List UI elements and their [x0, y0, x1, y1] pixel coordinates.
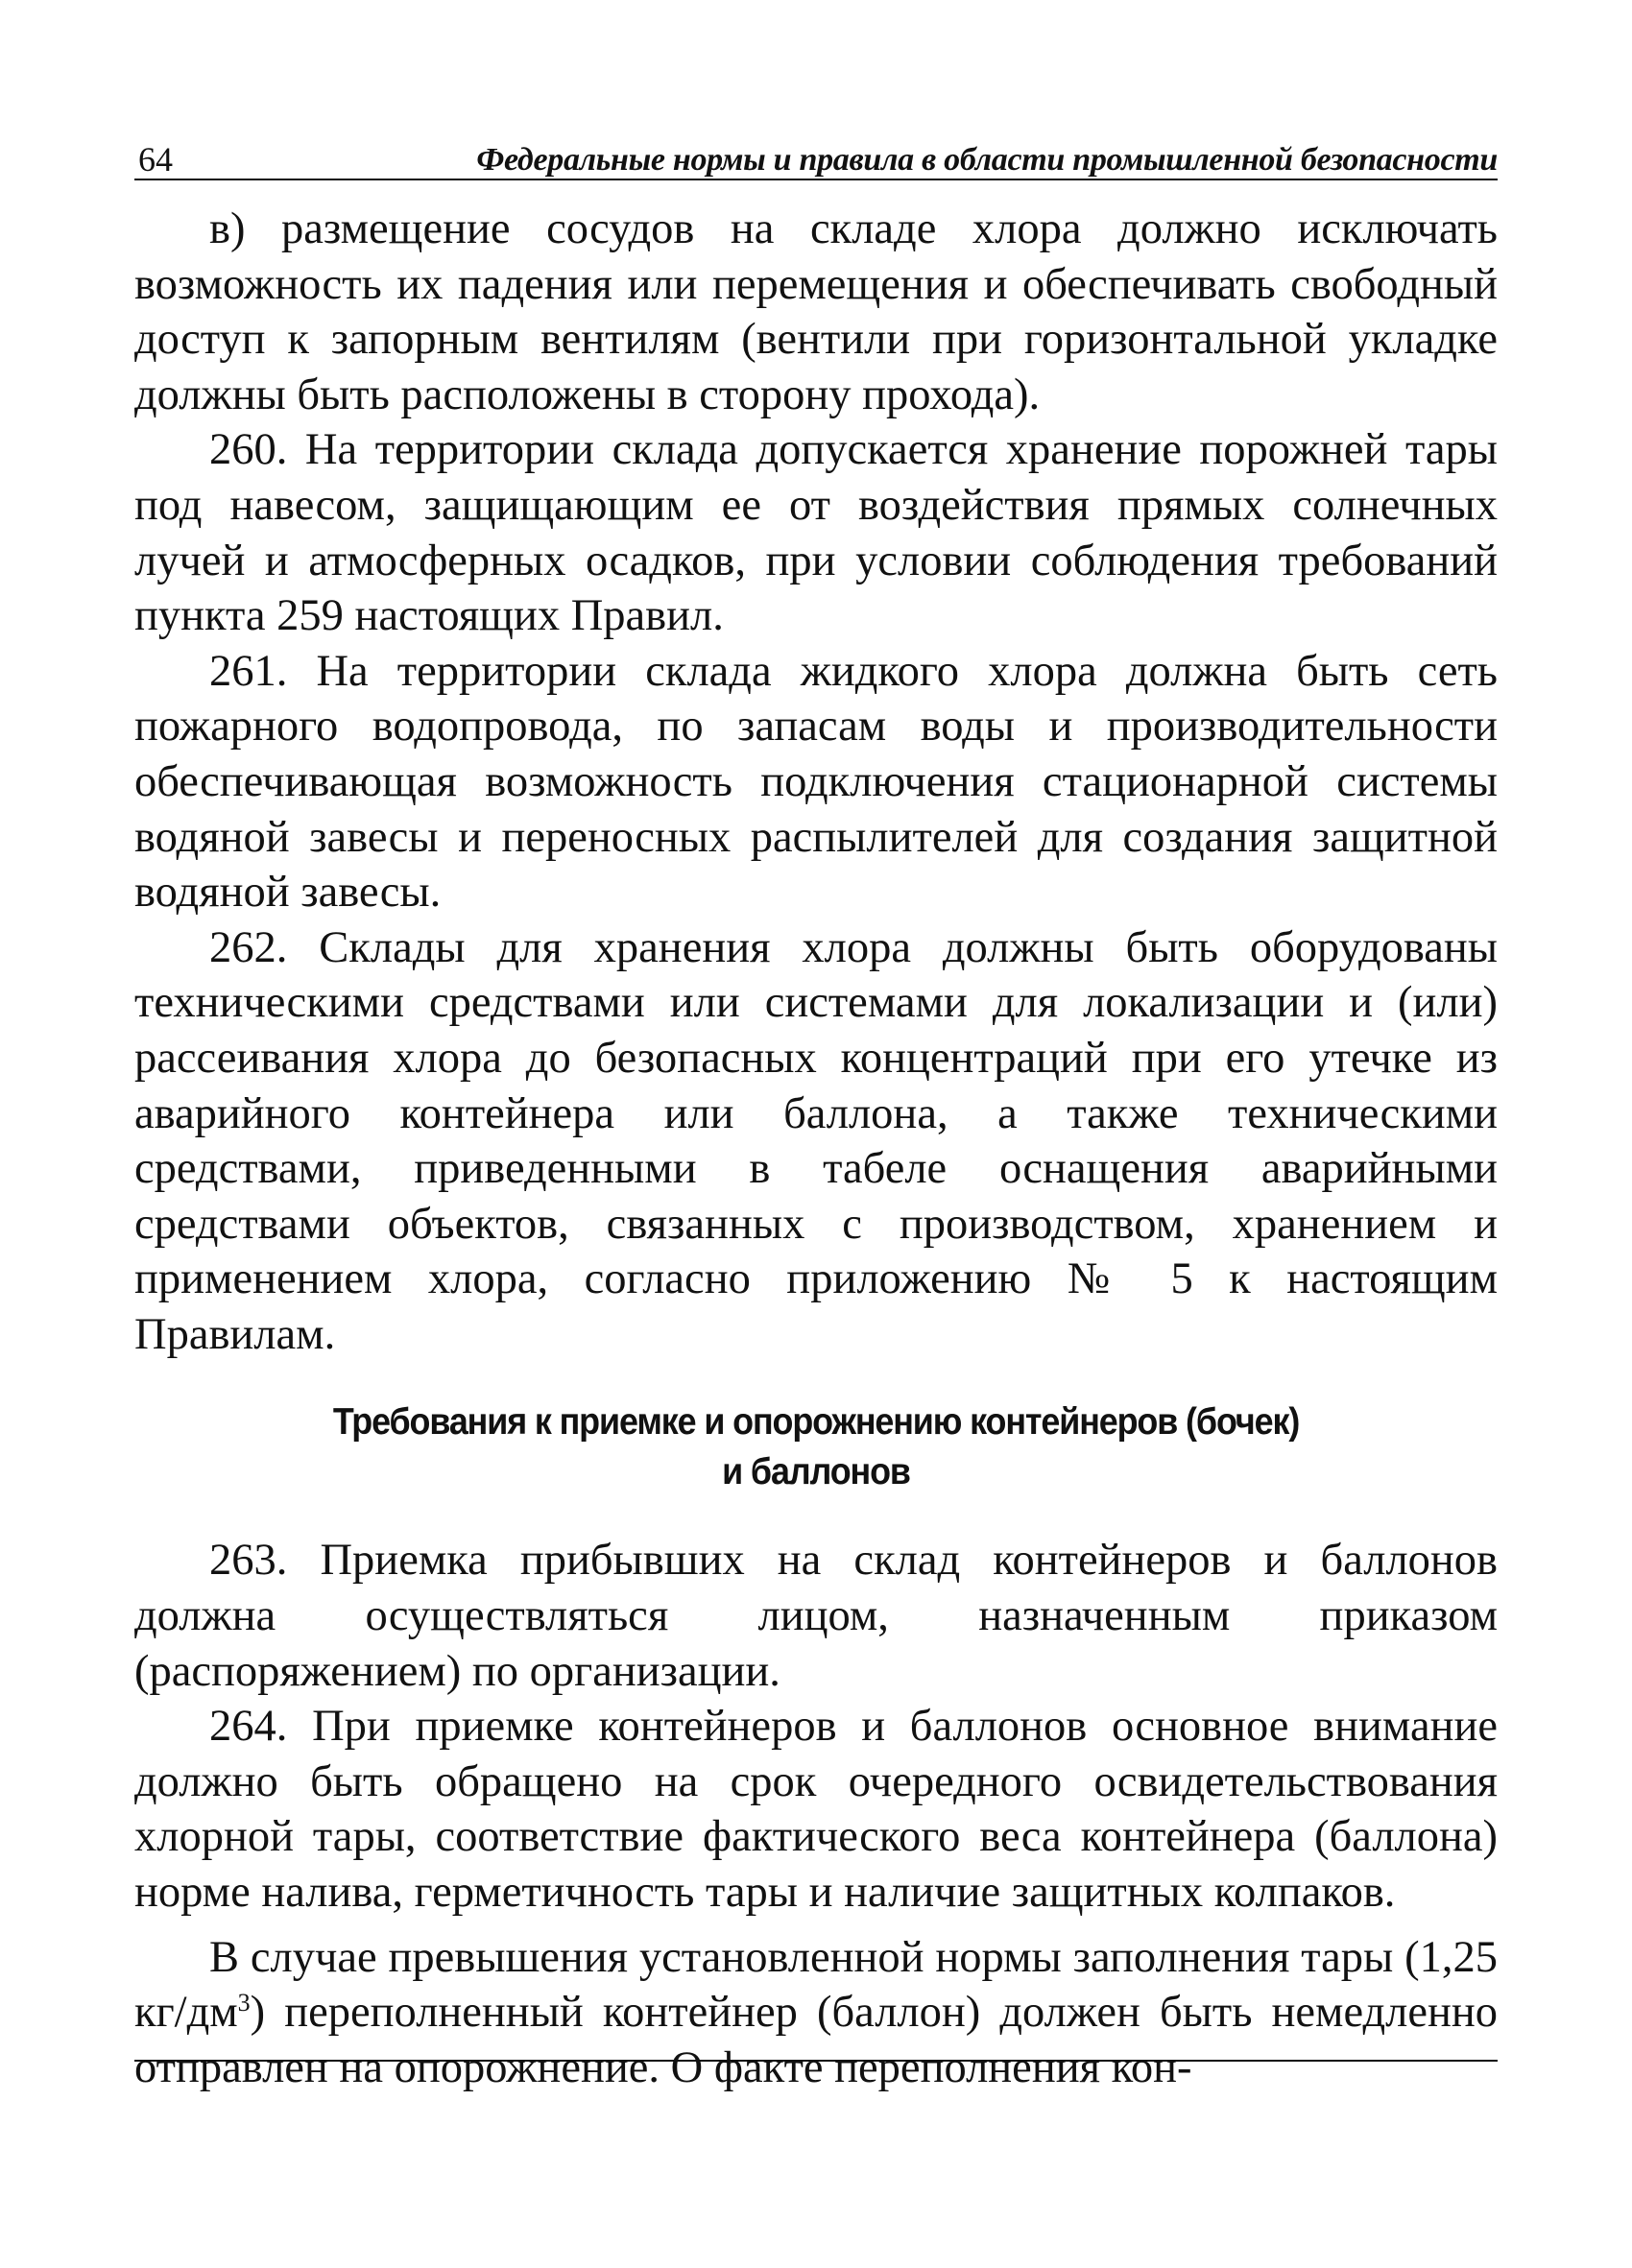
- superscript-3: 3: [237, 1989, 251, 2017]
- paragraph-264: 264. При приемке контейнеров и баллонов основное внимание должно быть обращено на срок очередного освидетельствования хлорной тары, соответствие фактического веса контейнера (баллона) норме налива, герметичность тары и наличие защитных колпаков.: [134, 1702, 1498, 1918]
- section-heading-line-2: и баллонов: [722, 1451, 910, 1493]
- section-heading: [189, 1397, 1443, 1497]
- paragraph-263: 263. Приемка прибывших на склад контейнеров и баллонов должна осуществляться лицом, назначенным приказом (распоряжением) по организации.: [134, 1536, 1498, 1696]
- paragraph-gap: [134, 1921, 1498, 1930]
- overfill-text-start: В случае превышения установленной нормы заполнения тары (1,25 кг/дм: [134, 1932, 1498, 2038]
- book-page: [134, 134, 1498, 2095]
- overfill-text-end: ) переполненный контейнер (баллон) должен быть немедленно отправлен на опорожнение. О факте переполнения кон-: [134, 1988, 1498, 2092]
- paragraph-260: 260. На территории склада допускается хранение порожней тары под навесом, защищающим ее от воздействия прямых солнечных лучей и атмосферных осадков, при условии соблюдения требований пункта 259 настоящих Правил.: [134, 425, 1498, 641]
- footer-rule: [134, 2060, 1498, 2062]
- page-number: 64: [138, 140, 173, 179]
- page-header: [134, 134, 1498, 180]
- paragraph-261: 261. На территории склада жидкого хлора должна быть сеть пожарного водопровода, по запасам воды и производительности обеспечивающая возможность подключения стационарной системы водяной завесы и переносных распылителей для создания защитной водяной завесы.: [134, 646, 1498, 918]
- section-heading-line-1: Требования к приемке и опорожнению контейнеров (бочек): [332, 1401, 1300, 1444]
- paragraph-item-v: в) размещение сосудов на складе хлора должно исключать возможность их падения или перемещения и обеспечивать свободный доступ к запорным вентилям (вентили при горизонтальной укладке должны быть расположены в сторону прохода).: [134, 204, 1498, 419]
- body-text: [134, 202, 1498, 2095]
- running-title: Федеральные нормы и правила в области промышленной безопасности: [476, 142, 1498, 178]
- paragraph-overfill: [134, 1930, 1498, 2096]
- paragraph-262: 262. Склады для хранения хлора должны быть оборудованы техническими средствами или системами для локализации и (или) рассеивания хлора до безопасных концентраций при его утечке из аварийного контейнера или баллона, а также техническими средствами, приведенными в табеле оснащения аварийными средствами объектов, связанных с производством, хранением и применением хлора, согласно приложению № 5 к настоящим Правилам.: [134, 922, 1498, 1359]
